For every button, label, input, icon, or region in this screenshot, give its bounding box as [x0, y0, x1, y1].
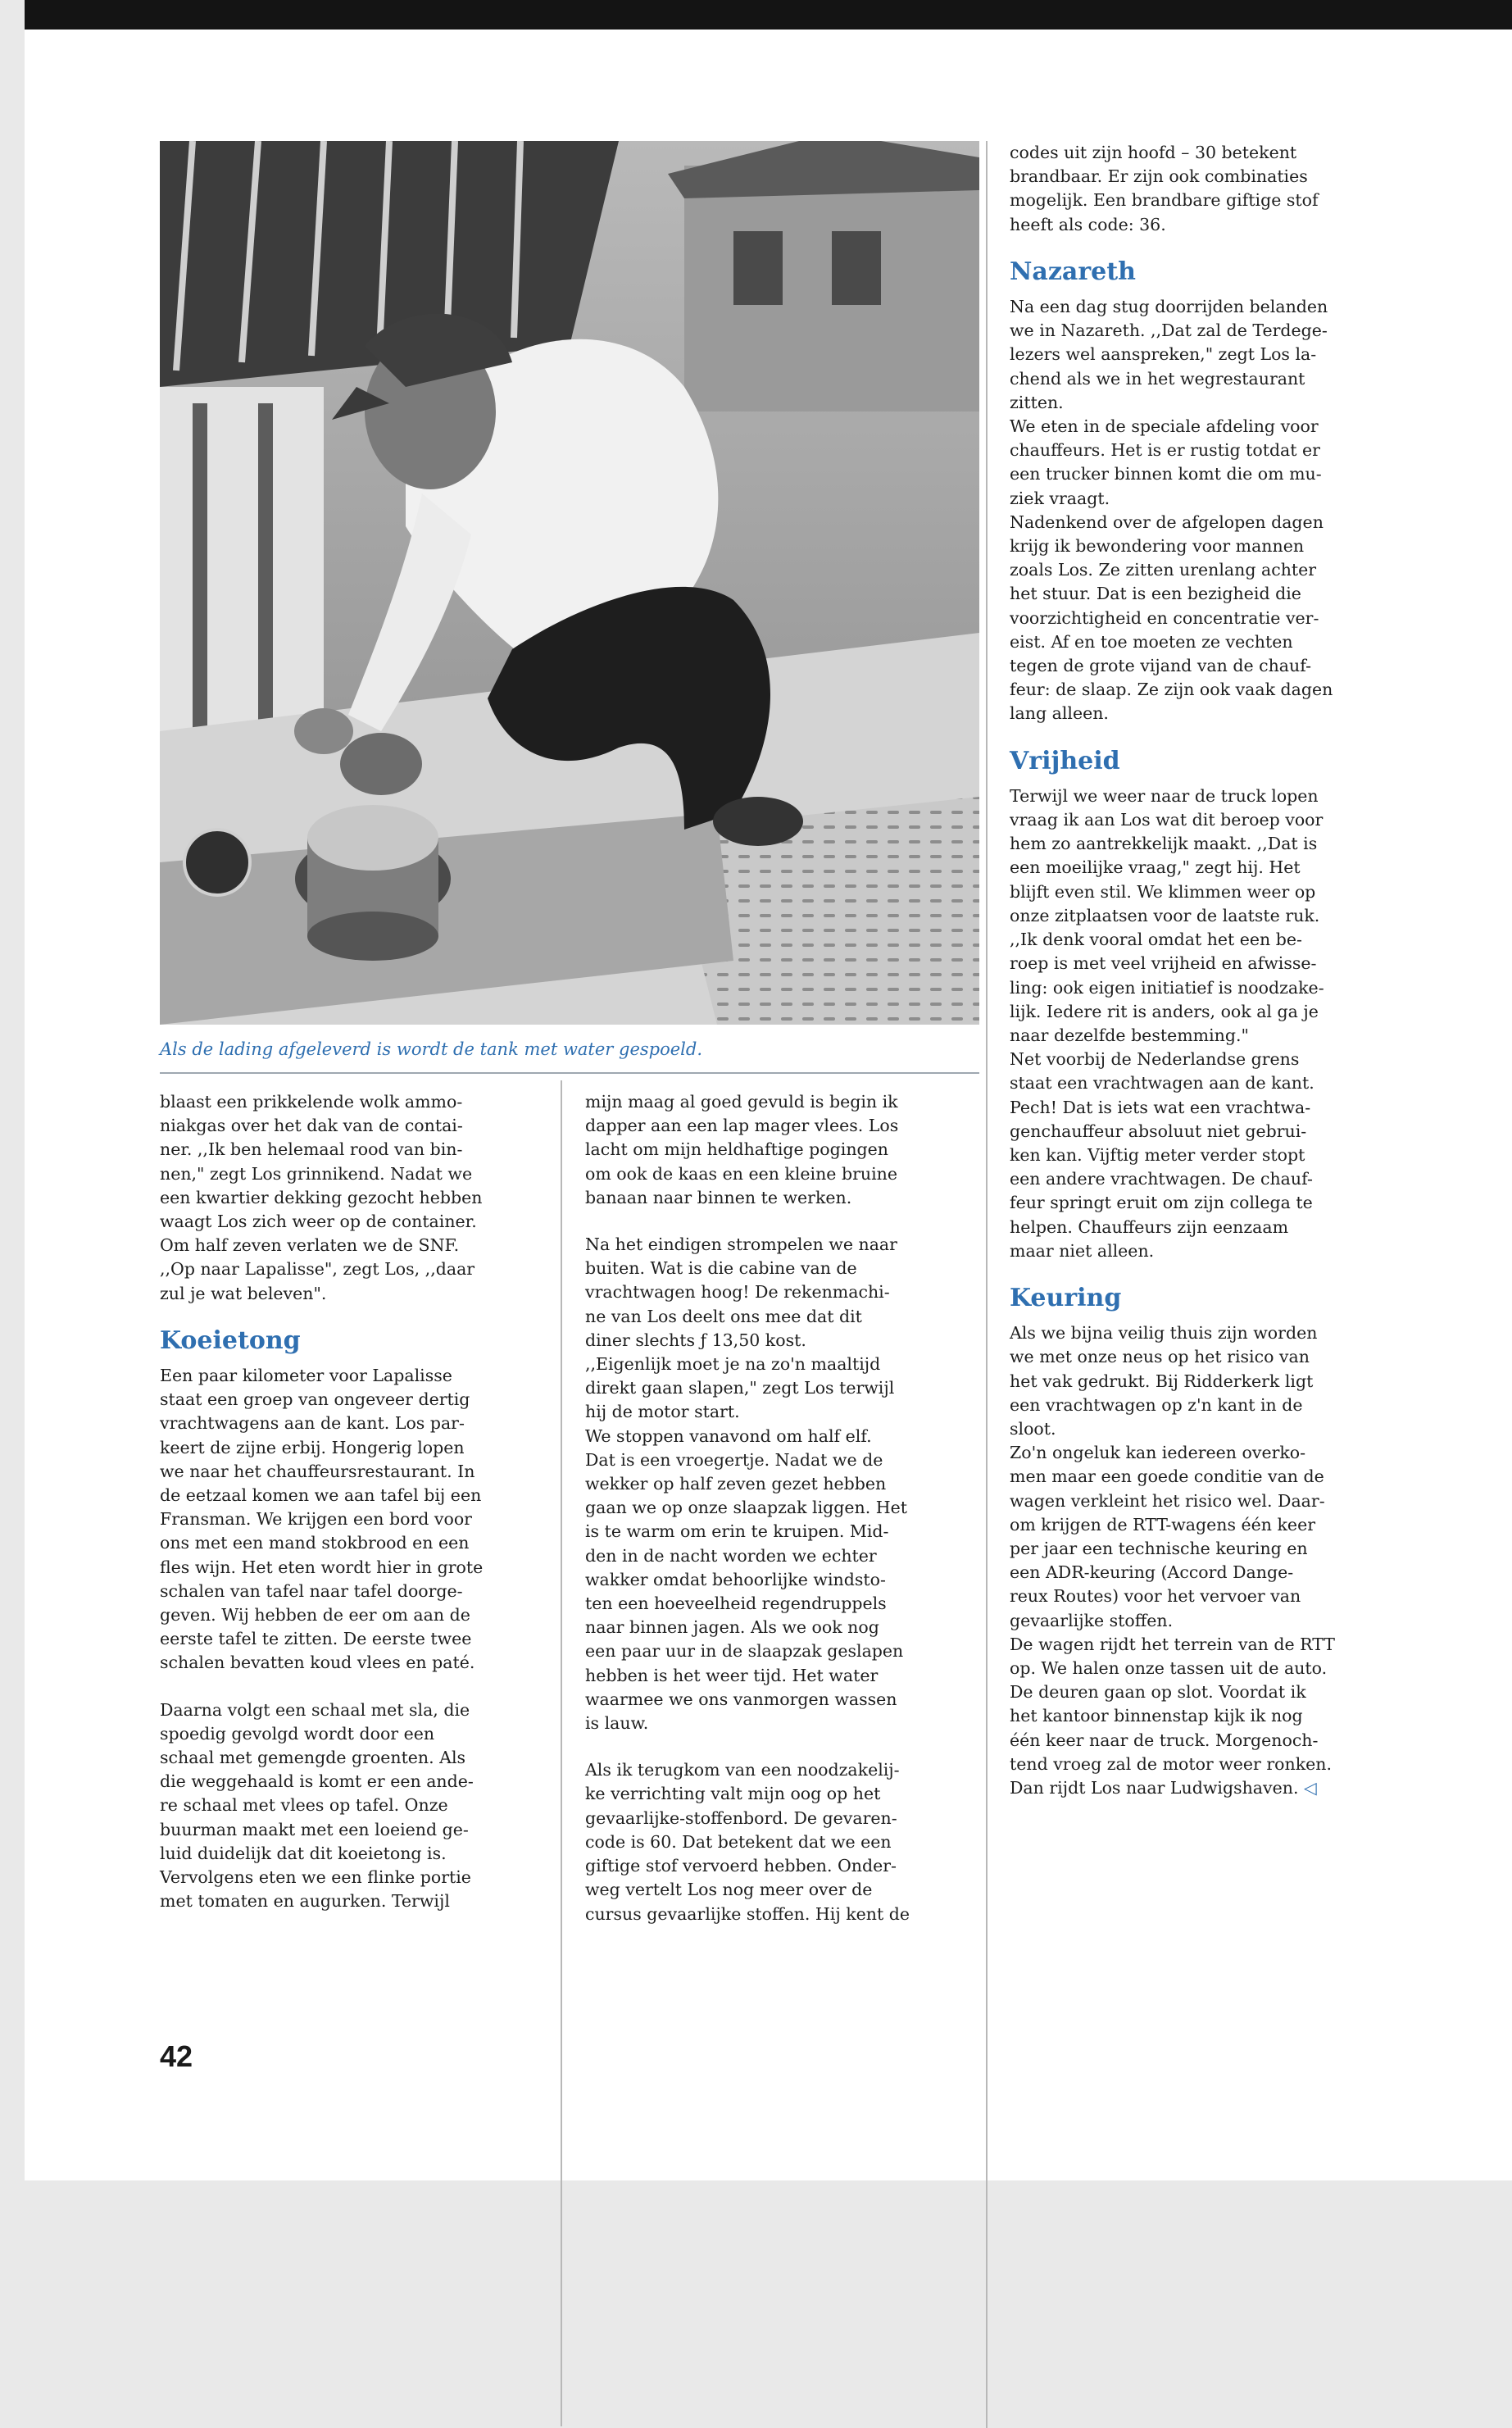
- photo-caption: Als de lading afgeleverd is wordt de tank met water gespoeld.: [160, 1039, 703, 1059]
- column-divider-2: [986, 141, 988, 2428]
- end-mark-icon: ◁: [1304, 1778, 1317, 1798]
- article-column-3: [1010, 141, 1403, 1800]
- caption-divider: [160, 1072, 979, 1074]
- article-column-2: [585, 1090, 958, 1926]
- paragraph: Een paar kilometer voor Lapalisse staat een groep van ongeveer dertig vrachtwagens aan de kant. Los par- keert de zijne erbij. Hongerig lopen we naar het chauffeursrestaurant. In de eetzaal komen we aan tafel bij een Fransman. We krijgen een bord voor ons met een mand stokbrood en een fles wijn. Het eten wordt hier in grote schalen van tafel naar tafel doorge- geven. Wij hebben de eer om aan de eerste tafel te zitten. De eerste twee schalen bevatten koud vlees en paté.: [160, 1366, 484, 1673]
- paragraph: Terwijl we weer naar de truck lopen vraag ik aan Los wat dit beroep voor hem zo aantrekkelijk maakt. ,,Dat is een moeilijke vraag," zegt hij. Het blijft even stil. We klimmen weer op onze zitplaatsen voor de laatste ruk. ,,Ik denk vooral omdat het een be- roep is met veel vrijheid en afwisse- ling: ook eigen initiatief is noodzake- lijk. Iedere rit is anders, ook al ga je naar dezelfde bestemming." Net voorbij de Nederlandse grens staat een vrachtwagen aan de kant. Pech! Dat is iets wat een vrachtwa- genchauffeur absoluut niet gebrui- ken kan. Vijftig meter verder stopt een andere vrachtwagen. De chauf- feur springt eruit om zijn collega te helpen. Chauffeurs zijn eenzaam maar niet alleen.: [1010, 785, 1324, 1261]
- paragraph: Als ik terugkom van een noodzakelij- ke verrichting valt mijn oog op het gevaarlijke-stoffenbord. De gevaren- code is 60. Dat betekent dat we een giftige stof vervoerd hebben. Onder- weg vertelt Los nog meer over de cursus gevaarlijke stoffen. Hij kent de: [585, 1760, 910, 1924]
- paragraph: Na een dag stug doorrijden belanden we in Nazareth. ,,Dat zal de Terdege- lezers wel aanspreken," zegt Los la- chend als we in het wegrestaurant zitten. We eten in de speciale afdeling voor chauffeurs. Het is er rustig totdat er een trucker binnen komt die om mu- ziek vraagt. Nadenkend over de afgelopen dagen krijg ik bewondering voor mannen zoals Los. Ze zitten urenlang achter het stuur. Dat is een bezigheid die voorzichtigheid en concentratie ver- eist. Af en toe moeten ze vechten tegen de grote vijand van de chauf- feur: de slaap. Ze zijn ook vaak dagen lang alleen.: [1010, 297, 1333, 724]
- paragraph: mijn maag al goed gevuld is begin ik dapper aan een lap mager vlees. Los lacht om mijn heldhaftige pogingen om ook de kaas en een kleine bruine banaan naar binnen te werken.: [585, 1092, 899, 1207]
- subheading-vrijheid: Vrijheid: [1010, 746, 1120, 775]
- paragraph: blaast een prikkelende wolk ammo- niakgas over het dak van de contai- ner. ,,Ik ben helemaal rood van bin- nen," zegt Los grinnikend. Nadat we een kwartier dekking gezocht hebben waagt Los zich weer op de container. Om half zeven verlaten we de SNF. ,,Op naar Lapalisse", zegt Los, ,,daar zul je wat beleven".: [160, 1092, 483, 1303]
- paragraph: Daarna volgt een schaal met sla, die spoedig gevolgd wordt door een schaal met gemengde groenten. Als die weggehaald is komt er een ande- re schaal met vlees op tafel. Onze buurman maakt met een loeiend ge- luid duidelijk dat dit koeietong is. Vervolgens eten we een flinke portie met tomaten en augurken. Terwijl: [160, 1699, 474, 1912]
- article-column-1: [160, 1090, 533, 1914]
- paragraph-final: [1010, 1321, 1403, 1800]
- subheading-koeietong: Koeietong: [160, 1325, 301, 1355]
- subheading-nazareth: Nazareth: [1010, 257, 1136, 286]
- column-divider-1: [561, 1080, 562, 2426]
- photo-man-at-tank: [160, 141, 979, 1025]
- paragraph: Na het eindigen strompelen we naar buiten. Wat is die cabine van de vrachtwagen hoog! De rekenmachi- ne van Los deelt ons mee dat dit diner slechts ƒ 13,50 kost. ,,Eigenlijk moet je na zo'n maaltijd direkt gaan slapen," zegt Los terwijl hij de motor start. We stoppen vanavond om half elf. Dat is een vroegertje. Nadat we de wekker op half zeven gezet hebben gaan we op onze slaapzak liggen. Het is te warm om erin te kruipen. Mid- den in de nacht worden we echter wakker omdat behoorlijke windsto- ten een hoeveelheid regendruppels naar binnen jagen. Als we ook nog een paar uur in de slaapzak geslapen hebben is het weer tijd. Het water waarmee we ons vanmorgen wassen is lauw.: [585, 1234, 908, 1734]
- top-border: [25, 0, 1512, 30]
- subheading-keuring: Keuring: [1010, 1283, 1122, 1312]
- paragraph: codes uit zijn hoofd – 30 betekent brandbaar. Er zijn ook combinaties mogelijk. Een brandbare giftige stof heeft als code: 36.: [1010, 143, 1319, 234]
- paragraph: Als we bijna veilig thuis zijn worden we met onze neus op het risico van het vak gedrukt. Bij Ridderkerk ligt een vrachtwagen op z'n kant in de sloot. Zo'n ongeluk kan iedereen overko- men maar een goede conditie van de wagen verkleint het risico wel. Daar- om krijgen de RTT-wagens één keer per jaar een technische keuring en een ADR-keuring (Accord Dange- reux Routes) voor het vervoer van gevaarlijke stoffen. De wagen rijdt het terrein van de RTT op. We halen onze tassen uit de auto. De deuren gaan op slot. Voordat ik het kantoor binnenstap kijk ik nog één keer naar de truck. Morgenoch- tend vroeg zal de motor weer ronken. Dan rijdt Los naar Ludwigshaven.: [1010, 1323, 1335, 1798]
- page-number: 42: [160, 2039, 193, 2073]
